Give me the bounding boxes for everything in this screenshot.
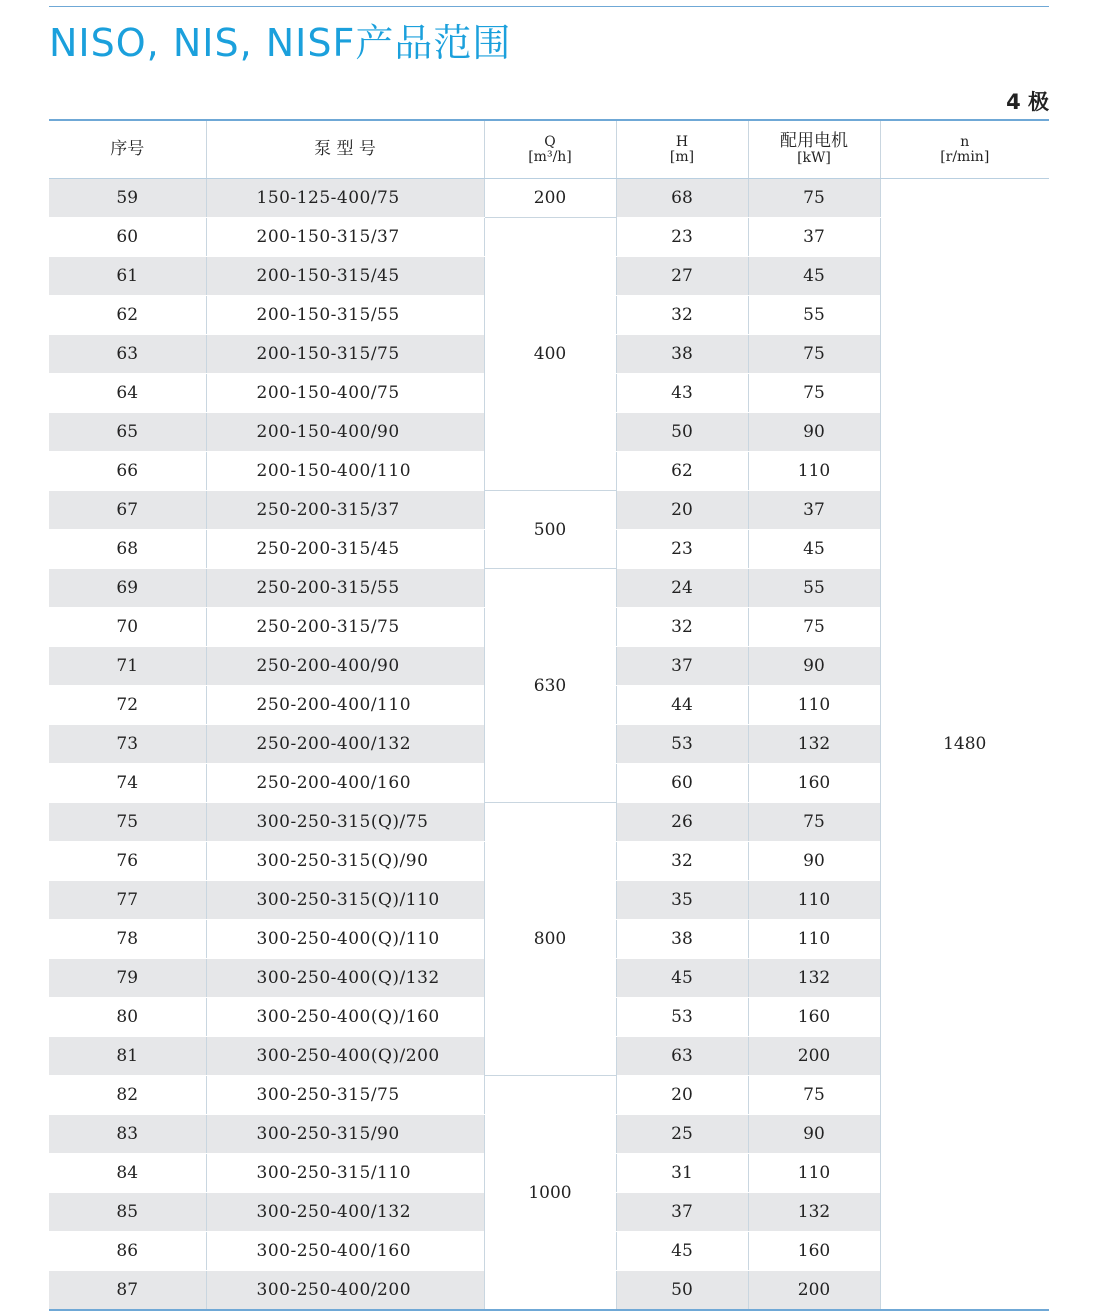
head-value: 60: [616, 764, 748, 803]
head-value: 31: [616, 1154, 748, 1193]
pump-model: 250-200-315/45: [206, 530, 484, 569]
motor-power: 110: [748, 452, 880, 491]
head-value: 45: [616, 959, 748, 998]
motor-power: 90: [748, 413, 880, 452]
header-speed-unit: [r/min]: [940, 148, 990, 165]
row-number: 86: [49, 1232, 206, 1271]
flow-rate: 500: [484, 491, 616, 569]
row-number: 80: [49, 998, 206, 1037]
pump-model: 300-250-315/75: [206, 1076, 484, 1115]
head-value: 27: [616, 257, 748, 296]
head-value: 43: [616, 374, 748, 413]
row-number: 68: [49, 530, 206, 569]
pump-model: 200-150-400/75: [206, 374, 484, 413]
motor-power: 90: [748, 1115, 880, 1154]
flow-rate: 630: [484, 569, 616, 803]
motor-power: 55: [748, 296, 880, 335]
flow-rate: 800: [484, 803, 616, 1076]
motor-power: 37: [748, 491, 880, 530]
head-value: 53: [616, 725, 748, 764]
row-number: 65: [49, 413, 206, 452]
head-value: 26: [616, 803, 748, 842]
motor-power: 132: [748, 1193, 880, 1232]
row-number: 64: [49, 374, 206, 413]
row-number: 76: [49, 842, 206, 881]
flow-rate: 200: [484, 179, 616, 218]
row-number: 85: [49, 1193, 206, 1232]
pump-model: 250-200-400/90: [206, 647, 484, 686]
pump-model: 300-250-315(Q)/75: [206, 803, 484, 842]
motor-power: 160: [748, 1232, 880, 1271]
pump-model: 250-200-315/55: [206, 569, 484, 608]
head-value: 38: [616, 920, 748, 959]
motor-power: 132: [748, 959, 880, 998]
motor-power: 90: [748, 647, 880, 686]
header-head-unit: [m]: [669, 148, 695, 165]
motor-power: 75: [748, 803, 880, 842]
pump-model: 250-200-400/110: [206, 686, 484, 725]
motor-power: 110: [748, 1154, 880, 1193]
motor-power: 75: [748, 179, 880, 218]
page-title: NISO, NIS, NISF产品范围: [49, 21, 512, 65]
motor-power: 37: [748, 218, 880, 257]
table-row: [49, 179, 1049, 218]
row-number: 83: [49, 1115, 206, 1154]
motor-power: 160: [748, 764, 880, 803]
pump-model: 200-150-315/55: [206, 296, 484, 335]
motor-power: 75: [748, 335, 880, 374]
header-no: 序号: [49, 120, 206, 179]
motor-power: 75: [748, 1076, 880, 1115]
row-number: 63: [49, 335, 206, 374]
head-value: 24: [616, 569, 748, 608]
table-body: [49, 179, 1049, 1311]
row-number: 84: [49, 1154, 206, 1193]
pump-model: 200-150-315/45: [206, 257, 484, 296]
head-value: 32: [616, 296, 748, 335]
row-number: 75: [49, 803, 206, 842]
flow-rate: 1000: [484, 1076, 616, 1311]
pump-model: 200-150-315/75: [206, 335, 484, 374]
row-number: 71: [49, 647, 206, 686]
rated-speed: 1480: [880, 179, 1049, 1311]
pump-model: 300-250-400/200: [206, 1271, 484, 1311]
row-number: 87: [49, 1271, 206, 1311]
header-head-symbol: H: [675, 133, 689, 150]
row-number: 66: [49, 452, 206, 491]
motor-power: 110: [748, 686, 880, 725]
flow-rate: 400: [484, 218, 616, 491]
row-number: 61: [49, 257, 206, 296]
pump-model: 200-150-315/37: [206, 218, 484, 257]
row-number: 72: [49, 686, 206, 725]
row-number: 73: [49, 725, 206, 764]
head-value: 44: [616, 686, 748, 725]
row-number: 77: [49, 881, 206, 920]
head-value: 32: [616, 608, 748, 647]
head-value: 37: [616, 647, 748, 686]
pump-model: 250-200-400/132: [206, 725, 484, 764]
row-number: 59: [49, 179, 206, 218]
row-number: 78: [49, 920, 206, 959]
header-head: [616, 120, 748, 179]
header-flow-unit: [m³/h]: [528, 148, 572, 165]
head-value: 45: [616, 1232, 748, 1271]
pump-model: 300-250-315(Q)/110: [206, 881, 484, 920]
header-model: 泵 型 号: [206, 120, 484, 179]
head-value: 32: [616, 842, 748, 881]
head-value: 63: [616, 1037, 748, 1076]
motor-power: 200: [748, 1271, 880, 1311]
head-value: 50: [616, 413, 748, 452]
motor-power: 160: [748, 998, 880, 1037]
head-value: 23: [616, 530, 748, 569]
pump-model: 150-125-400/75: [206, 179, 484, 218]
row-number: 82: [49, 1076, 206, 1115]
row-number: 62: [49, 296, 206, 335]
head-value: 53: [616, 998, 748, 1037]
pump-model: 300-250-400(Q)/110: [206, 920, 484, 959]
pump-model: 300-250-400/160: [206, 1232, 484, 1271]
pump-model: 300-250-315/90: [206, 1115, 484, 1154]
header-flow-symbol: Q: [544, 133, 556, 150]
motor-power: 90: [748, 842, 880, 881]
header-motor-unit: [kW]: [797, 150, 831, 167]
table-header-row: [49, 120, 1049, 179]
row-number: 74: [49, 764, 206, 803]
header-speed-symbol: n: [960, 133, 970, 150]
head-value: 62: [616, 452, 748, 491]
pump-model: 300-250-315(Q)/90: [206, 842, 484, 881]
top-rule: [49, 6, 1049, 7]
pump-model: 250-200-315/37: [206, 491, 484, 530]
head-value: 50: [616, 1271, 748, 1311]
motor-power: 75: [748, 374, 880, 413]
product-range-table: [49, 119, 1049, 1311]
row-number: 79: [49, 959, 206, 998]
row-number: 69: [49, 569, 206, 608]
pump-model: 250-200-315/75: [206, 608, 484, 647]
motor-power: 75: [748, 608, 880, 647]
head-value: 68: [616, 179, 748, 218]
pump-model: 300-250-400(Q)/132: [206, 959, 484, 998]
pump-model: 200-150-400/90: [206, 413, 484, 452]
row-number: 60: [49, 218, 206, 257]
motor-power: 132: [748, 725, 880, 764]
pump-model: 200-150-400/110: [206, 452, 484, 491]
header-speed: [880, 120, 1049, 179]
head-value: 37: [616, 1193, 748, 1232]
head-value: 20: [616, 491, 748, 530]
motor-power: 45: [748, 257, 880, 296]
pole-label: 4 极: [1006, 90, 1049, 114]
row-number: 67: [49, 491, 206, 530]
pump-model: 300-250-400(Q)/160: [206, 998, 484, 1037]
head-value: 23: [616, 218, 748, 257]
head-value: 25: [616, 1115, 748, 1154]
motor-power: 45: [748, 530, 880, 569]
header-motor: [748, 120, 880, 179]
header-motor-label: 配用电机: [780, 131, 848, 152]
row-number: 70: [49, 608, 206, 647]
pump-model: 300-250-400/132: [206, 1193, 484, 1232]
header-flow: [484, 120, 616, 179]
pump-model: 300-250-315/110: [206, 1154, 484, 1193]
motor-power: 110: [748, 920, 880, 959]
motor-power: 55: [748, 569, 880, 608]
row-number: 81: [49, 1037, 206, 1076]
head-value: 20: [616, 1076, 748, 1115]
pump-model: 300-250-400(Q)/200: [206, 1037, 484, 1076]
motor-power: 200: [748, 1037, 880, 1076]
head-value: 35: [616, 881, 748, 920]
pump-model: 250-200-400/160: [206, 764, 484, 803]
motor-power: 110: [748, 881, 880, 920]
head-value: 38: [616, 335, 748, 374]
